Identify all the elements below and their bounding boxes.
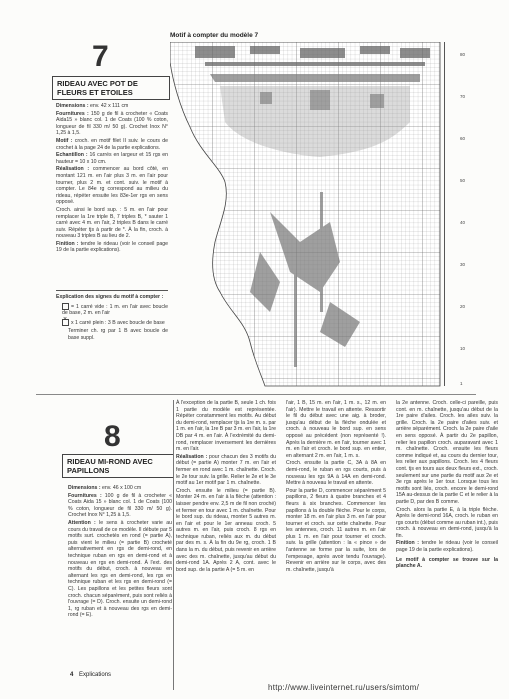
section-8-paragraph [176,400,276,453]
section-7-paragraph [56,207,168,240]
chart-tick: 70 [460,94,466,99]
para-text: tendre le rideau (voir le conseil page 19 de la partie explications). [396,540,498,554]
section-7-paragraph [56,166,168,206]
para-text: env. 46 x 100 cm [100,485,142,491]
chart-tick: 1 [460,381,463,386]
watermark-url: http://www.liveinternet.ru/users/simtom/ [268,683,420,692]
para-label: Attention : [68,519,96,526]
para-text: le sens à crocheter varie au cours du travail de ce modèle. Il débute par 5 motifs surt. crochetés en rond (= partie A), puis vient le milieu (= partie B) crocheté alternativement en rgs de demi-rond, en technique ruban en rgs en demi-rond et à nouveau en rgs en demi-rond. À l'ext. des motifs du début, croch. à nouveau en alternant les rgs en demi-rond, les rgs en technique ruban et les rgs en demi-rond (= C). Les papillons et les petites fleurs sont croch. chacun séparément, puis sont reliés à l'ouvrage (= D). Croch. ensuite un demi-rond 1, rg ruban et à nouveau des rgs en demi-rond (= E). [68,519,172,619]
section-8-paragraph [396,540,498,553]
empty-square-icon [62,303,69,310]
section-7-body [56,103,168,255]
para-text: 150 g de fil à crocheter « Coats Aida15 » blanc col. 1 de Coats (100 % coton, longueur de fil 330 m/ 50 g). Crochet Inox N° 1,25 à 1,5. [56,110,168,137]
legend-item [56,319,168,326]
legend-symbol: = [71,303,75,310]
page-footer [70,672,111,678]
page-number: 4 [70,672,74,678]
para-text: croch. en motif filet II suiv. le cours de crochet à la page 24 de la partie explications. [56,137,168,151]
para-text: l'air, 1 B, 15 m. en l'air, 1 m. s., 12 m. en l'air). Mettre le travail en attente. Ressortir le fil du début avec une aig. à broder, jusqu'au début de la flèche ondulée et croch. à nouveau le bord sup. en sens opposé au précédent (non représenté !). Après la dernière m. en l'air, tourner avec 1 m. en l'air et croch. le bord sup. en entier, en alternant 2 m. en l'air, 1 m. s. [286,400,386,459]
section-8-paragraph [68,493,172,519]
section-8-paragraph [286,460,386,486]
chart-tick: 60 [460,136,466,141]
chart-tick: 50 [460,178,466,183]
para-text: env. 42 x 111 cm [88,103,129,109]
section-7-title-line-1: RIDEAU AVEC POT DE [57,79,138,88]
legend-symbol: x [71,319,74,326]
filled-square-icon [62,319,69,326]
section-8-paragraph [68,485,172,492]
legend-text: 1 carré plein : 3 B avec boucle de base [75,319,165,326]
legend-item [56,303,168,317]
section-7-paragraph [56,103,168,110]
para-text: Pour la partie D, commencer séparément 5 papillons, 2 fleurs à quatre branches et 4 fleurs à six branches. Commencer les papillons à la double flèche. Pour le corps, monter 18 m. en l'air plus 3 m. en l'air pour tourner et croch. sur cette chaînette. Pour les antennes, croch. 11 autres m. en l'air plus 1 m. en l'air pour tourner et croch. suiv. la grille (attention : la « pince » de l'antenne se forme par la suite, lors de l'empesage, après avoir tendu l'ouvrage). Revenir en arrière sur le corps, avec des m. chaînette, jusqu'à [286,487,386,573]
para-label: Réalisation : [56,166,90,173]
section-8-paragraph [286,400,386,459]
para-label: Fournitures : [68,492,102,499]
para-text: la 2e antenne. Croch. celle-ci pareille, puis cont. en m. chaînette, jusqu'au début de la 1re paire d'ailes. Croch. les ailes suiv. la grille. Croch. la 2e paire d'ailes suiv. et arrière séparément. Croch. la 2e paire d'aile en sens opposé. À partir du 2e papillon, relier les papillon croch. auparavant avec 1 m. chaînette. Croch. ensuite les fleurs comme indiqué et, au cours du dernier tour, les relier aux papillons. Croch. les 4 fleurs cont. tjs en tours aux deux fleurs ext., croch. seulement sur une partie du motif aux 2e et 3e rgs après le 1er tour. Lorsque tous les motifs sont liés, croch. encore le demi-rond 15A au-dessus de la partie C et le relier à la partie D, par des B comme. [396,400,498,505]
section-divider [36,394,476,395]
para-text: commencer au bord côté, en montant 121 m. en l'air plus 3 m. en l'air pour tourner, plus 2 m. et cont. suiv. le motif à compter. Le 84e rg correspond au milieu du rideau, répéter ensuite les 83e-1er rgs en sens opposé. [56,166,168,206]
para-text: pour chacun des 3 motifs du début (= partie A) monter 7 m. en l'air et fermer en rond avec 1 m. chaînette. Croch. le 2e tour suiv. la grille. Relier le 2e et le 3e motif au 1er motif par 1 m. chaînette. [176,453,276,487]
section-8-number: 8 [104,420,121,453]
para-label: Echantillon : [56,152,88,159]
para-label: Réalisation : [176,453,208,460]
para-label: Motif : [56,137,73,144]
chart-tick: 30 [460,262,466,267]
para-label: Dimensions : [68,485,101,491]
section-7-title-line-2: FLEURS ET ETOILES [57,88,133,97]
crochet-chart [170,42,470,392]
para-text: tendre le rideau (voir le conseil page 19 de la partie explications). [56,240,168,254]
chart-tick: 80 [460,52,466,57]
legend-divider [56,290,168,291]
para-text: Croch. ainsi le bord sup. : 5 m. en l'air pour remplacer la 1re triple B, 7 triples B, * sauter 1 carré avec 4 m. en l'air, 2 triples B dans le carré suiv. Répéter tjs à partir de *. À la fin, croch. à nouveau 3 triples B au lieu de 2. [56,206,168,240]
section-7-paragraph [56,138,168,151]
legend-note: Terminer ch. rg par 1 B avec boucle de base suppl. [68,328,168,341]
legend [56,294,168,341]
legend-title: Explication des signes du motif à compter : [56,294,164,300]
para-label: Finition : [56,240,79,247]
chart-tick: 20 [460,304,466,309]
section-8-col-4 [396,400,498,570]
section-8-paragraph [176,488,276,574]
legend-text: 1 carré vide : 1 m. en l'air avec boucle de base, 2 m. en l'air [62,303,168,317]
section-8-col-3 [286,400,386,574]
section-8-title-line-1: RIDEAU MI-ROND AVEC [67,457,153,466]
section-8-paragraph [176,454,276,487]
para-text: 16 carrés en largeur et 15 rgs en hauteur = 10 x 10 cm. [56,152,169,165]
chart-tick: 40 [460,220,466,225]
para-text: Croch. ensuite la partie C, 3A à 8A en demi-rond, le ruban en rgs courts, puis à nouveau les rgs 9A à 14A en demi-rond. Mettre à nouveau le travail en attente. [286,460,386,487]
para-label: Finition : [396,540,420,547]
para-text: Croch. alors la partie E, à la triple flèche. Après le demi-rond 16A, croch. le ruban en rgs courts (début comme au ruban int.), puis croch. à nouveau en demi-rond, jusqu'à la fin. [396,506,498,539]
chart-tick: 10 [460,346,466,351]
para-label: Dimensions : [56,103,89,109]
section-8-paragraph [286,488,386,574]
section-8-paragraph [396,507,498,540]
section-8-col-1 [68,485,172,620]
column-divider [173,400,174,690]
section-7-paragraph [56,152,168,165]
chart-title: Motif à compter du modèle 7 [170,32,259,39]
section-7-paragraph [56,241,168,254]
footer-label: Explications [79,672,112,678]
section-8-col-2 [176,400,276,574]
para-text: 100 g de fil à crocheter « Coats Aida 15 » blanc col. 1 de Coats (100 % coton, longueur de fil 330 m/ 50 g). Crochet Inox N° 1,25 à 1,5. [68,492,172,519]
chart-location-note: Le motif à compter se trouve sur la planche A. [396,556,498,570]
section-7-title [52,76,170,100]
para-text: Croch. ensuite le milieu (= partie B). Monter 24 m. en l'air à la flèche (attention : laisser pendre env. 2,5 m de fil non croché) et fermer en tour avec 1 m. chaînette. Pour le bord sup. du rideau, monter 5 autres m. en l'air et pour le 1er anneau croch. 5 autres m. en l'air, puis croch. 8 rgs en technique ruban, reliés aux m. du début par des m. s. À la fin du 9e rg, croch. 1 B dans la m. du début, puis revenir en arrière avec des m. chaînette, jusqu'au début du demi-rond 1A. Après 2 A, cont. avec le bord sup. de la partie A (= 5 m. en [176,487,276,573]
section-8-paragraph [396,400,498,506]
section-7-paragraph [56,111,168,137]
para-text: À l'exception de la partie B, seule 1 ch. fois 1 partie du modèle est représentée. Répéter constamment les motifs. Au début du demi-rond, remplacer tjs la 1re m. s. par 1 m. en l'air, la 1re B par 3 m. en l'air, la 1re DB par 4 m. en l'air. À l'extrémité du demi-rond, remplacer inversement les dernières m. en l'air. [176,400,276,453]
para-label: Fournitures : [56,110,89,117]
chart-grid [170,42,440,386]
section-8-paragraph [68,520,172,619]
section-8-title-line-2: PAPILLONS [67,466,110,475]
section-8-title [62,454,174,478]
section-7-number: 7 [92,40,109,73]
